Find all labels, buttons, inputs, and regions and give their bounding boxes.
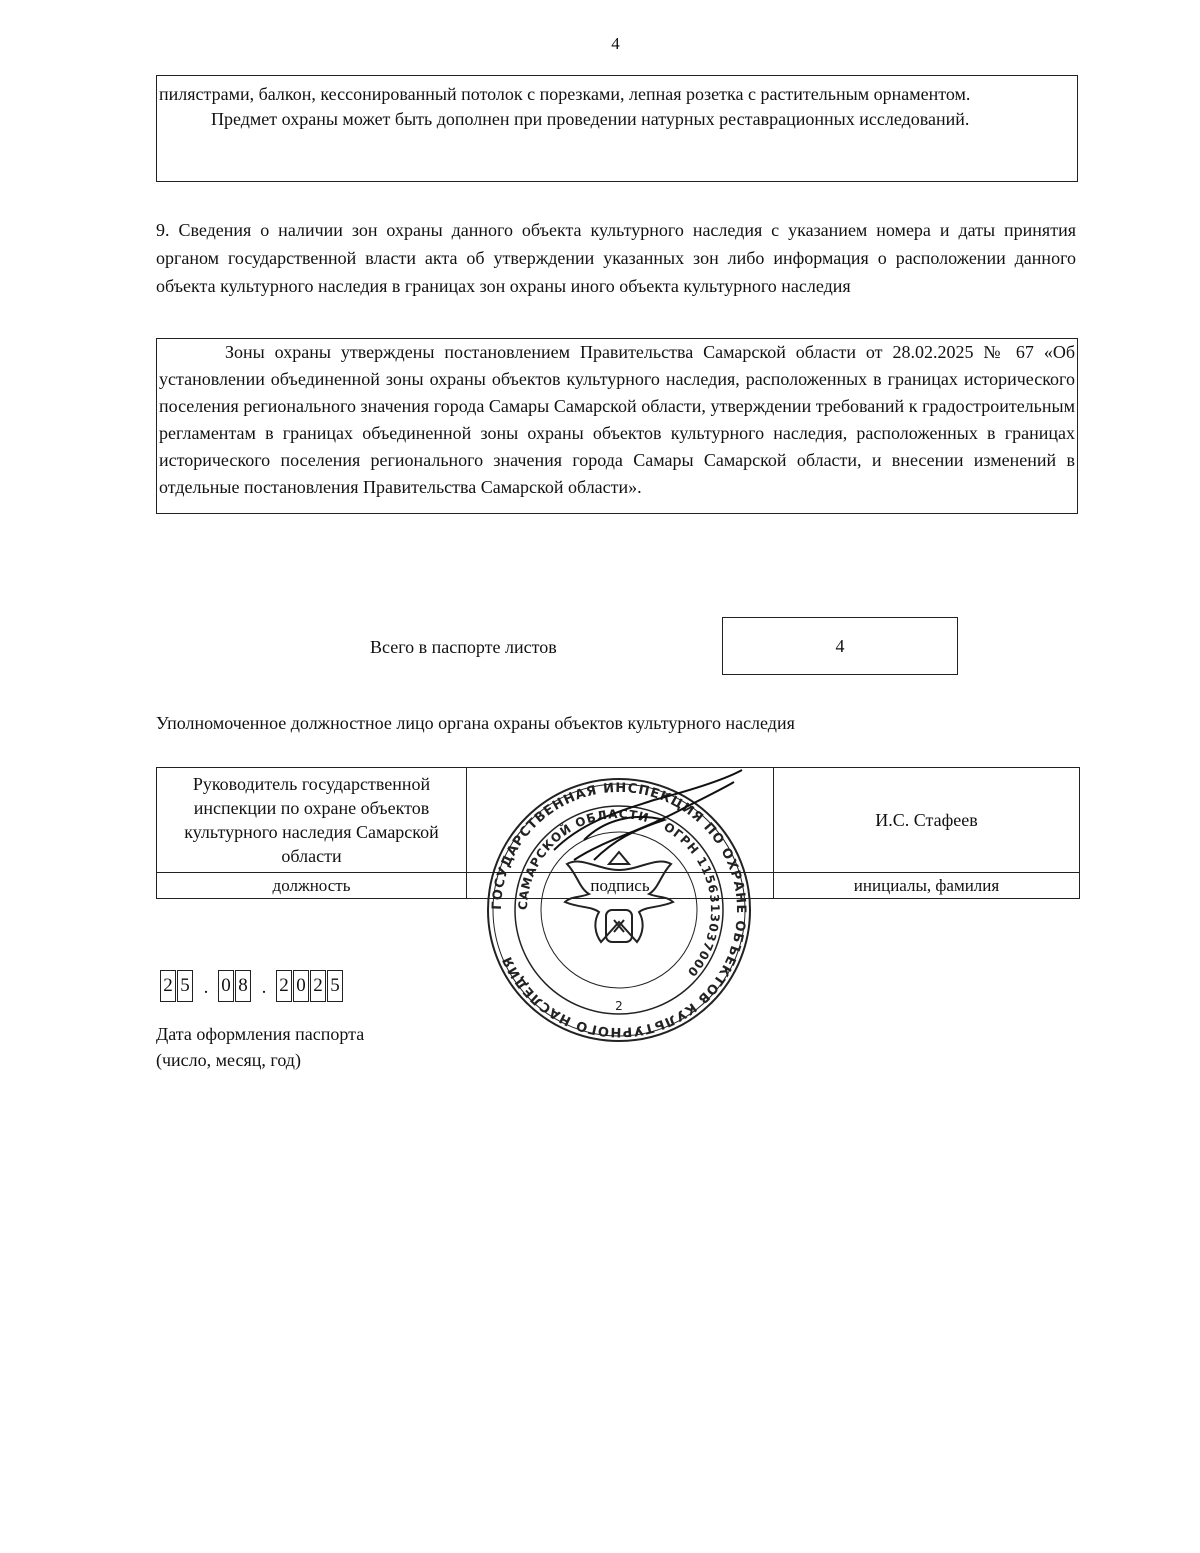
date-year-digit: 2 — [310, 970, 326, 1002]
seal-outer-text: ГОСУДАРСТВЕННАЯ ИНСПЕКЦИЯ ПО ОХРАНЕ ОБЪЕКТОВ КУЛЬТУРНОГО НАСЛЕДИЯ — [489, 780, 749, 1040]
date-separator: . — [261, 977, 267, 998]
date-day-digit: 2 — [160, 970, 176, 1002]
date-caption — [156, 1021, 364, 1073]
name-caption: инициалы, фамилия — [774, 873, 1080, 899]
name-cell — [774, 768, 1080, 873]
section-9-heading-text: 9. Сведения о наличии зон охраны данного объекта культурного наследия с указанием номера и даты принятия органом государственной власти акта об утверждении указанных зон либо информация о расположении данного объекта культурного наследия в границах зон охраны иного объекта культурного наследия — [156, 220, 1076, 296]
section-9-heading — [156, 216, 1076, 300]
total-sheets-value: 4 — [835, 635, 845, 656]
coat-of-arms-icon — [565, 852, 673, 942]
protection-zones-box — [156, 338, 1078, 514]
issue-date — [160, 970, 344, 1002]
protection-subject-note: Предмет охраны может быть дополнен при проведении натурных реставрационных исследований. — [211, 109, 970, 129]
position-cell — [157, 768, 467, 873]
svg-text:САМАРСКОЙ ОБЛАСТИ · ОГРН 11563 — [516, 807, 722, 980]
seal-inner-text: САМАРСКОЙ ОБЛАСТИ · ОГРН 1156313037000 — [515, 806, 723, 980]
total-sheets-box — [722, 617, 958, 675]
authorized-official-label: Уполномоченное должностное лицо органа охраны объектов культурного наследия — [156, 713, 795, 733]
seal-stamp — [488, 779, 750, 1041]
protection-subject-box — [156, 75, 1078, 182]
page-number: 4 — [611, 34, 620, 53]
seal-number: 2 — [615, 999, 623, 1013]
signature-caption: подпись — [467, 873, 774, 899]
date-caption-line2: (число, месяц, год) — [156, 1050, 301, 1070]
date-month-digit: 0 — [218, 970, 234, 1002]
total-sheets-label: Всего в паспорте листов — [370, 637, 557, 657]
date-year-digit: 0 — [293, 970, 309, 1002]
position-caption: должность — [157, 873, 467, 899]
official-name: И.С. Стафеев — [875, 810, 978, 830]
date-day-digit: 5 — [177, 970, 193, 1002]
date-month-digit: 8 — [235, 970, 251, 1002]
date-year-digit: 5 — [327, 970, 343, 1002]
date-year-digit: 2 — [276, 970, 292, 1002]
date-caption-line1: Дата оформления паспорта — [156, 1024, 365, 1044]
protection-subject-text: пилястрами, балкон, кессонированный потолок с порезками, лепная розетка с растительным орнаментом. — [159, 84, 971, 104]
position-text: Руководитель государственной инспекции по охране объектов культурного наследия Самарской области — [184, 774, 439, 866]
official-seal — [484, 760, 754, 1060]
protection-zones-text: Зоны охраны утверждены постановлением Правительства Самарской области от 28.02.2025 № 67 «Об установлении объединенной зоны охраны объектов культурного наследия, расположенных в границах исторического поселения регионального значения города Самары Самарской области, утверждении требований к градостроительным регламентам в границах объединенной зоны охраны объектов культурного наследия, расположенных в границах исторического поселения регионального значения города Самары Самарской области, и внесении изменений в отдельные постановления Правительства Самарской области». — [159, 342, 1075, 497]
date-separator: . — [203, 977, 209, 998]
